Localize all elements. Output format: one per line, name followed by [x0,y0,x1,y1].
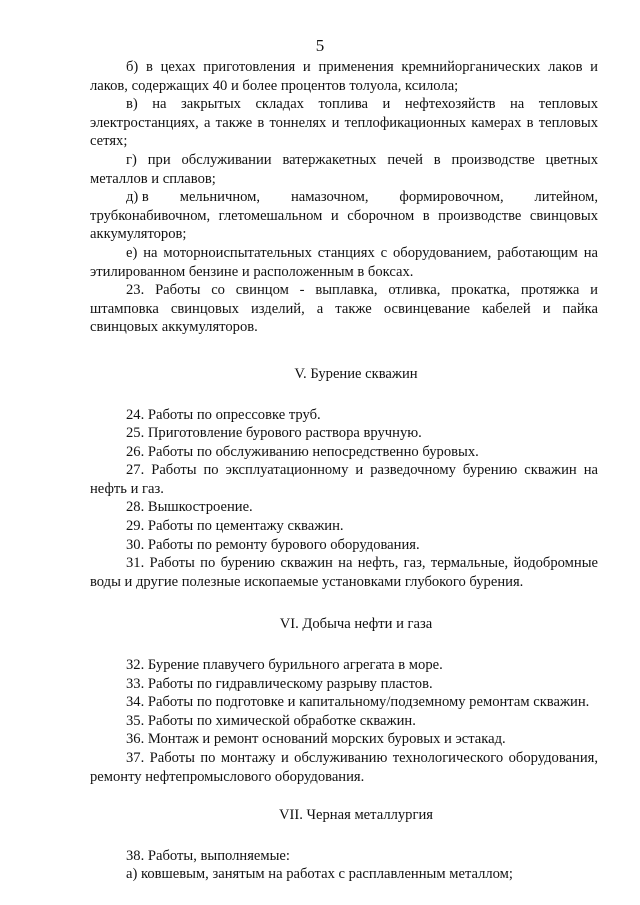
page-number: 5 [315,36,325,55]
paragraph-d-rest: трубконабивочном, глетомешальном и сборочном в производстве свинцовых аккумуляторов; [90,207,598,243]
list-item: 34. Работы по подготовке и капитальному/подземному ремонтам скважин. [126,694,590,711]
list-item: 36. Монтаж и ремонт оснований морских буровых и эстакад. [126,731,506,748]
list-item: а) ковшевым, занятым на работах с расплавленным металлом; [126,866,513,883]
section-heading-vii: VII. Черная металлургия [278,807,433,824]
list-item: 26. Работы по обслуживанию непосредственно буровых. [126,443,479,460]
paragraph-v: в) на закрытых складах топлива и нефтехозяйств на тепловых электростанциях, а также в тоннелях и теплофикационных камерах в тепловых сетях; [90,96,598,150]
document-body [90,58,598,884]
list-item: 28. Вышкостроение. [126,499,253,516]
list-item: 25. Приготовление бурового раствора вручную. [126,425,422,442]
list-item: 30. Работы по ремонту бурового оборудования. [126,536,420,553]
list-item: 32. Бурение плавучего бурильного агрегата в море. [126,657,443,674]
paragraph-e: е) на моторноиспытательных станциях с оборудованием, работающим на этилированном бензине и расположенным в боксах. [90,244,598,280]
list-item: 24. Работы по опрессовке труб. [126,406,321,423]
section-heading-v: V. Бурение скважин [294,365,418,382]
list-item: 33. Работы по гидравлическому разрыву пластов. [126,675,433,692]
paragraph-b: б) в цехах приготовления и применения кремнийорганических лаков и лаков, содержащих 40 и более процентов толуола, ксилола; [90,59,598,94]
list-item: 29. Работы по цементажу скважин. [126,518,344,535]
list-item: 37. Работы по монтажу и обслуживанию технологического оборудования, ремонту нефтепромыслового оборудования. [90,750,598,785]
list-item: 35. Работы по химической обработке скважин. [126,712,416,729]
paragraph-g: г) при обслуживании ватержакетных печей в производстве цветных металлов и сплавов; [90,151,598,187]
list-item: 38. Работы, выполняемые: [126,847,290,864]
paragraph-23: 23. Работы со свинцом - выплавка, отливка, прокатка, протяжка и штамповка свинцовых изделий, а также освинцевание кабелей и пайка свинцовых аккумуляторов. [90,282,598,336]
paragraph-d-first-line: д) в мельничном, намазочном, формировочном, литейном, [126,189,598,206]
list-item: 31. Работы по бурению скважин на нефть, газ, термальные, йодобромные воды и другие полезные ископаемые установками глубокого бурения. [90,555,598,590]
section-heading-vi: VI. Добыча нефти и газа [279,616,433,633]
list-item: 27. Работы по эксплуатационному и разведочному бурению скважин на нефть и газ. [90,462,598,497]
